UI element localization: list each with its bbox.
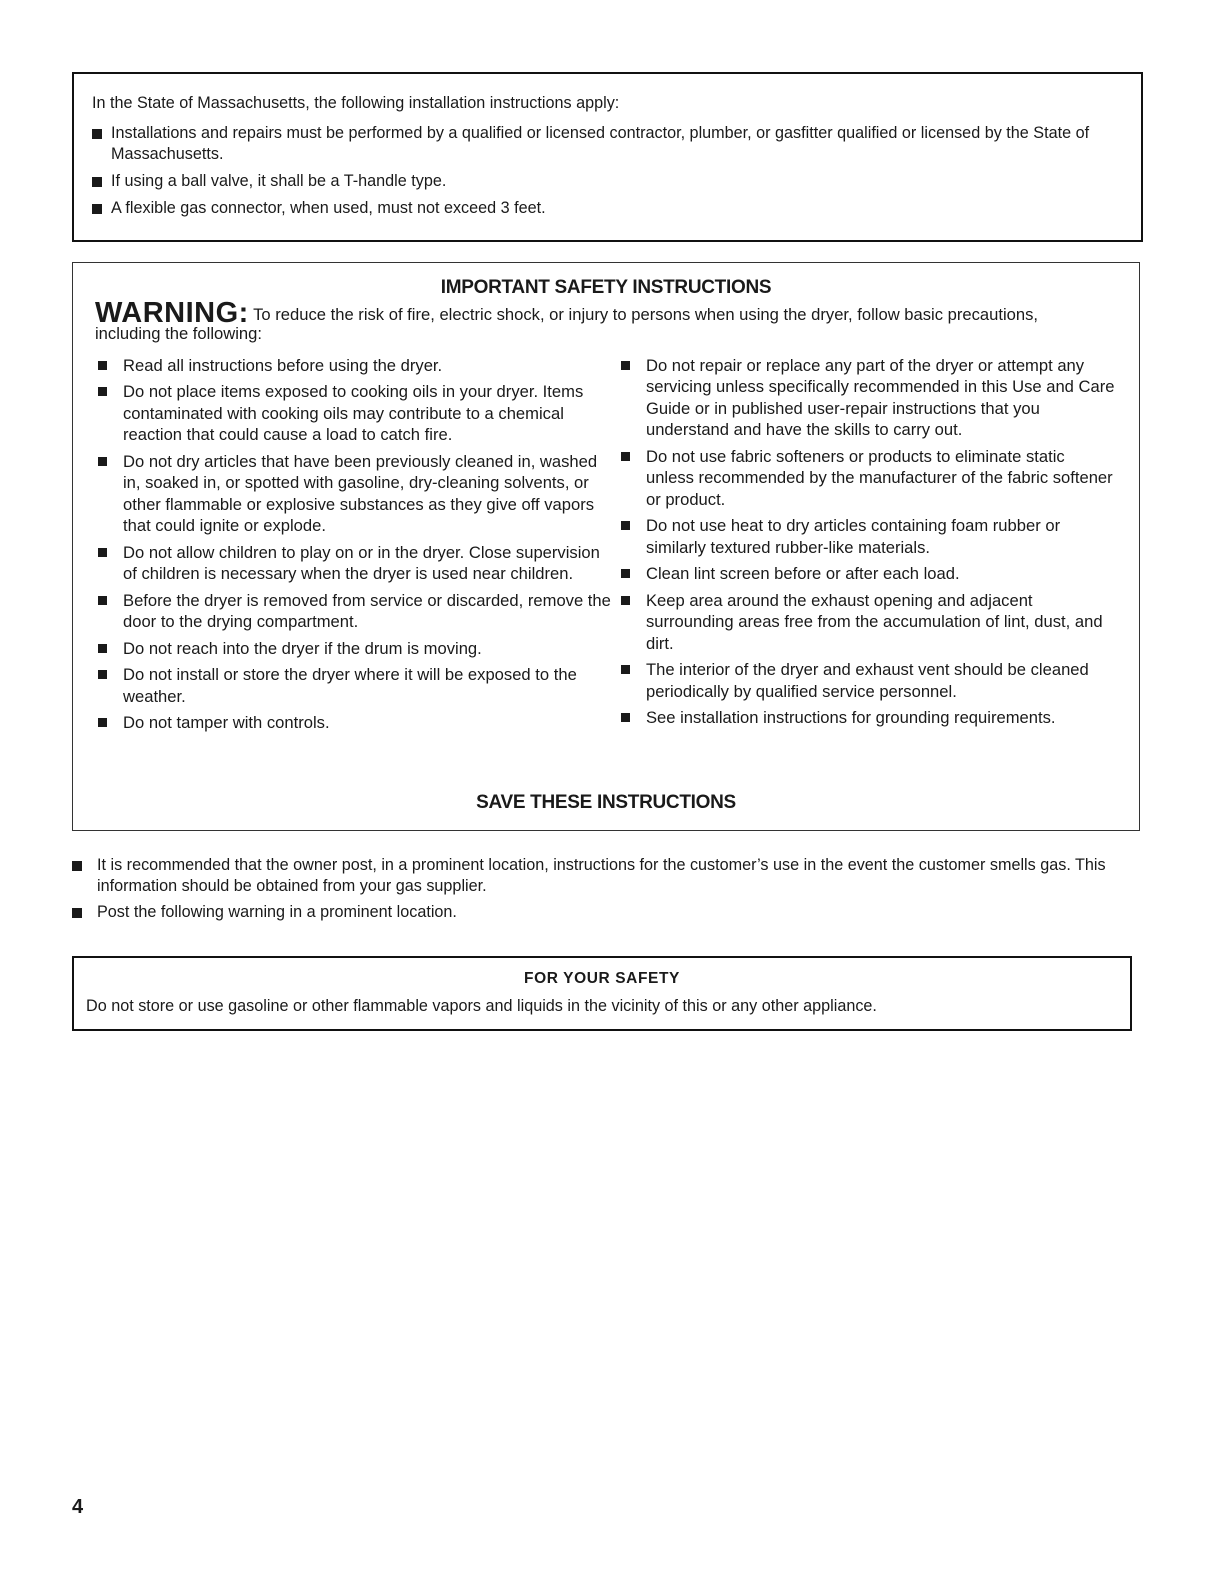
for-your-safety-title: FOR YOUR SAFETY [524,970,680,987]
square-bullet-icon [92,177,102,187]
list-item: Before the dryer is removed from service or discarded, remove the door to the drying compartment. [95,590,618,633]
square-bullet-icon [72,861,82,871]
list-item: Clean lint screen before or after each load. [618,563,1117,585]
massachusetts-intro: In the State of Massachusetts, the following installation instructions apply: [92,94,620,112]
list-item: Read all instructions before using the dryer. [95,355,618,377]
massachusetts-list [92,123,1123,219]
safety-right-column [618,355,1117,739]
important-safety-box [72,262,1140,831]
list-item: Post the following warning in a prominent location. [72,902,1142,923]
square-bullet-icon [92,204,102,214]
list-item: Do not reach into the dryer if the drum is moving. [95,638,618,660]
square-bullet-icon [98,718,107,727]
square-bullet-icon [621,361,630,370]
square-bullet-icon [621,665,630,674]
square-bullet-icon [621,596,630,605]
square-bullet-icon [98,361,107,370]
square-bullet-icon [72,908,82,918]
list-item: See installation instructions for grounding requirements. [618,707,1117,729]
safety-columns [95,355,1117,739]
list-item: Keep area around the exhaust opening and adjacent surrounding areas free from the accumulation of lint, dust, and dirt. [618,590,1117,655]
warning-text: To reduce the risk of fire, electric shock, or injury to persons when using the dryer, follow basic precautions, [253,304,1039,324]
for-your-safety-text: Do not store or use gasoline or other flammable vapors and liquids in the vicinity of this or any other appliance. [86,997,877,1015]
list-item: A flexible gas connector, when used, must not exceed 3 feet. [92,198,1123,219]
list-item: Do not dry articles that have been previously cleaned in, washed in, soaked in, or spotted with gasoline, dry-cleaning solvents, or other flammable or explosive substances as they give off vapors that could ignite or explode. [95,451,618,537]
warning-label: WARNING: [95,296,249,329]
safety-left-column [95,355,618,739]
warning-statement [95,296,1117,345]
owner-recommendations-list [72,855,1142,928]
list-item: Do not allow children to play on or in the dryer. Close supervision of children is necessary when the dryer is used near children. [95,542,618,585]
list-item: Do not place items exposed to cooking oils in your dryer. Items contaminated with cooking oils may contribute to a chemical reaction that could cause a load to catch fire. [95,381,618,446]
square-bullet-icon [621,452,630,461]
square-bullet-icon [621,521,630,530]
list-item: Do not repair or replace any part of the dryer or attempt any servicing unless specifically recommended in this Use and Care Guide or in published user-repair instructions that you understand and have the skills to carry out. [618,355,1117,441]
list-item: Do not tamper with controls. [95,712,618,734]
list-item: Do not install or store the dryer where it will be exposed to the weather. [95,664,618,707]
massachusetts-notice-box [72,72,1143,242]
list-item: Do not use fabric softeners or products to eliminate static unless recommended by the manufacturer of the fabric softener or product. [618,446,1117,511]
safety-title: IMPORTANT SAFETY INSTRUCTIONS [440,277,772,298]
save-instructions-title: SAVE THESE INSTRUCTIONS [476,792,736,813]
page-number: 4 [72,1496,84,1518]
square-bullet-icon [98,387,107,396]
square-bullet-icon [92,129,102,139]
warning-text-continued: including the following: [95,324,262,343]
list-item: Do not use heat to dry articles containing foam rubber or similarly textured rubber-like materials. [618,515,1117,558]
square-bullet-icon [98,457,107,466]
list-item: The interior of the dryer and exhaust vent should be cleaned periodically by qualified service personnel. [618,659,1117,702]
list-item: Installations and repairs must be performed by a qualified or licensed contractor, plumber, or gasfitter qualified or licensed by the State of Massachusetts. [92,123,1123,165]
list-item: If using a ball valve, it shall be a T-handle type. [92,171,1123,192]
for-your-safety-box [72,956,1132,1031]
list-item: It is recommended that the owner post, in a prominent location, instructions for the customer’s use in the event the customer smells gas. This information should be obtained from your gas supplier. [72,855,1142,897]
square-bullet-icon [621,713,630,722]
square-bullet-icon [98,596,107,605]
square-bullet-icon [621,569,630,578]
square-bullet-icon [98,548,107,557]
square-bullet-icon [98,644,107,653]
square-bullet-icon [98,670,107,679]
